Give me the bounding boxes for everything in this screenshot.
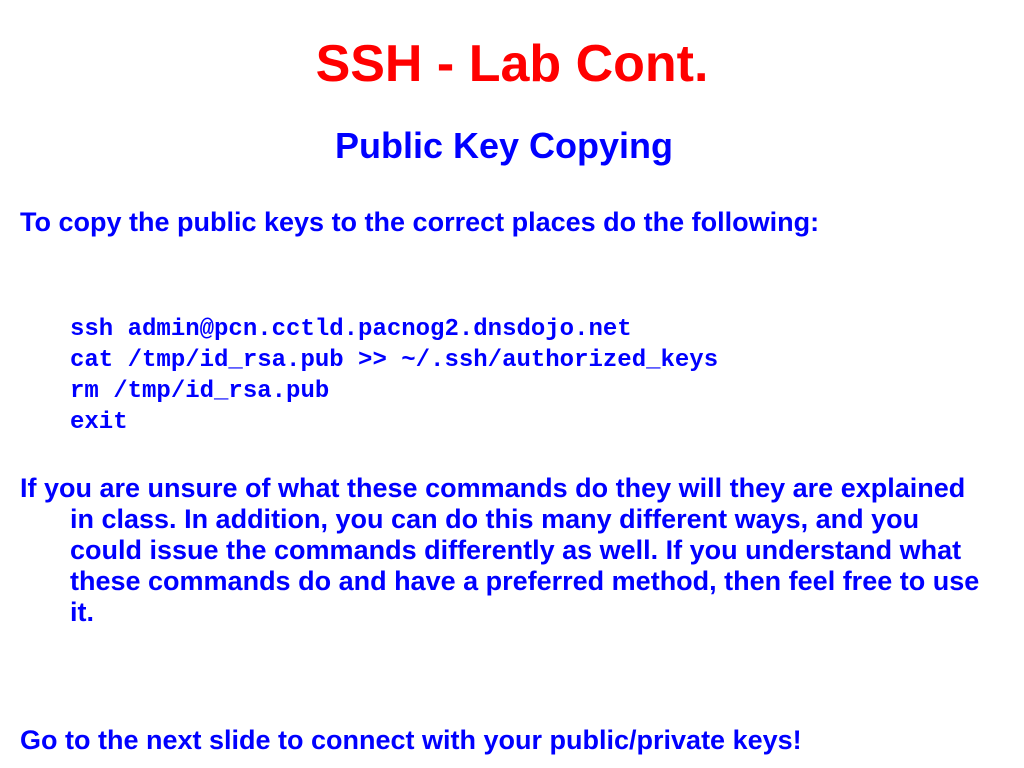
command-block: [70, 314, 718, 438]
slide-title: SSH - Lab Cont.: [315, 35, 709, 93]
intro-paragraph: To copy the public keys to the correct places do the following:: [20, 207, 820, 237]
explanation-paragraph: If you are unsure of what these commands do they will they are explained in class. In addition, you can do this many different ways, and you could issue the commands differently as well. If you understand what these commands do and have a preferred method, then feel free to use it.: [20, 473, 980, 627]
command-line-cat: cat /tmp/id_rsa.pub >> ~/.ssh/authorized_keys: [70, 347, 719, 374]
command-line-exit: exit: [70, 409, 128, 436]
command-line-rm: rm /tmp/id_rsa.pub: [70, 378, 330, 405]
closing-paragraph: Go to the next slide to connect with your public/private keys!: [20, 725, 802, 755]
command-line-ssh: ssh admin@pcn.cctld.pacnog2.dnsdojo.net: [70, 316, 632, 343]
slide-subtitle: Public Key Copying: [334, 125, 674, 166]
